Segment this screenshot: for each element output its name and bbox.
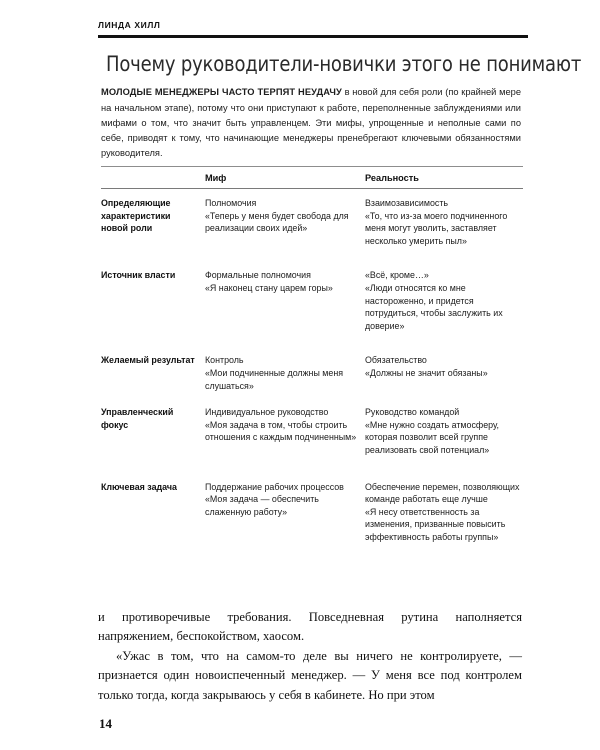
myth-lead: Контроль [205, 355, 244, 366]
row-label: Управленческий фокус [101, 407, 174, 430]
myth-quote: «Моя задача в том, чтобы строить отношения с каждым подчиненным» [205, 419, 357, 443]
table-row [101, 354, 523, 392]
myth-lead: Полномочия [205, 198, 257, 208]
row-myth-cell [205, 481, 365, 519]
reality-quote: «То, что из-за моего подчиненного меня могут уволить, заставляет несколько умерить пыл» [365, 210, 508, 246]
header-rule [98, 35, 528, 38]
reality-quote: «Я несу ответственность за изменения, призванные повысить эффективность работы группы» [365, 506, 506, 542]
row-label: Источник власти [101, 270, 176, 281]
body-paragraph-2: «Ужас в том, что на самом-то деле вы ничего не контролируете, — признается один новоиспеченный менеджер. — У меня все под контролем только тогда, когда закрываюсь у себя в кабинете. Но при этом [98, 648, 522, 702]
table-header-myth: Миф [205, 173, 227, 183]
myth-lead: Формальные полномочия [205, 270, 311, 281]
myth-quote: «Мои подчиненные должны меня слушаться» [205, 367, 344, 391]
body-paragraph-1: и противоречивые требования. Повседневная рутина наполняется напряжением, беспокойством, хаосом. [98, 610, 522, 644]
row-myth-cell [205, 197, 365, 235]
reality-lead: «Всё, кроме…» [365, 270, 429, 281]
myth-quote: «Теперь у меня будет свобода для реализации своих идей» [205, 210, 349, 234]
row-label: Определяющие характеристики новой роли [101, 198, 171, 234]
table-row [101, 481, 523, 544]
reality-quote: «Должны не значит обязаны» [365, 367, 488, 378]
row-reality-cell [365, 354, 523, 379]
reality-lead: Руководство командой [365, 407, 460, 418]
myth-quote: «Моя задача — обеспечить слаженную работу» [205, 494, 319, 517]
reality-lead: Обеспечение перемен, позволяющих команде работать еще лучше [365, 481, 520, 505]
reality-lead: Обязательство [365, 355, 427, 366]
page-title: Почему руководители-новички этого не понимают [106, 52, 582, 78]
row-reality-cell [365, 481, 523, 544]
myth-reality-table [101, 166, 523, 543]
myth-lead: Поддержание рабочих процессов [205, 481, 344, 492]
row-myth-cell [205, 269, 365, 294]
row-reality-cell [365, 406, 523, 456]
row-reality-cell [365, 197, 523, 247]
reality-lead: Взаимозависимость [365, 198, 449, 208]
row-myth-cell [205, 354, 365, 392]
reality-quote: «Люди относятся ко мне настороженно, и придется потрудиться, чтобы заслужить их доверие» [365, 282, 503, 331]
table-row [101, 406, 523, 456]
table-header-col1 [101, 173, 205, 183]
row-label: Ключевая задача [101, 481, 177, 492]
table-header-row [101, 167, 523, 188]
page-number: 14 [99, 716, 112, 731]
myth-quote: «Я наконец стану царем горы» [205, 282, 333, 293]
reality-quote: «Мне нужно создать атмосферу, которая позволит всей группе реализовать свой потенциал» [365, 419, 499, 455]
table-header-reality: Реальность [365, 173, 419, 183]
row-label: Желаемый результат [101, 355, 195, 366]
table-body [101, 197, 523, 543]
row-reality-cell [365, 269, 523, 332]
row-myth-cell [205, 406, 365, 444]
running-head: ЛИНДА ХИЛЛ [98, 20, 161, 30]
table-row [101, 269, 523, 332]
table-rule-middle [101, 188, 523, 189]
body-text [98, 608, 522, 705]
intro-lead-in: МОЛОДЫЕ МЕНЕДЖЕРЫ ЧАСТО ТЕРПЯТ НЕУДАЧУ [101, 87, 342, 98]
table-row [101, 197, 523, 247]
intro-paragraph [101, 85, 521, 161]
myth-lead: Индивидуальное руководство [205, 407, 329, 418]
intro-body: в новой для себя роли (по крайней мере на начальном этапе), потому что они приступают к работе, переполненные заблуждениями или мифами о том, что значит быть управленцем. Эти мифы, упрощенные и неполные сами по себе, приводят к тому, что начинающие менеджеры пренебрегают ключевыми обязанностями руководителя. [101, 87, 521, 159]
